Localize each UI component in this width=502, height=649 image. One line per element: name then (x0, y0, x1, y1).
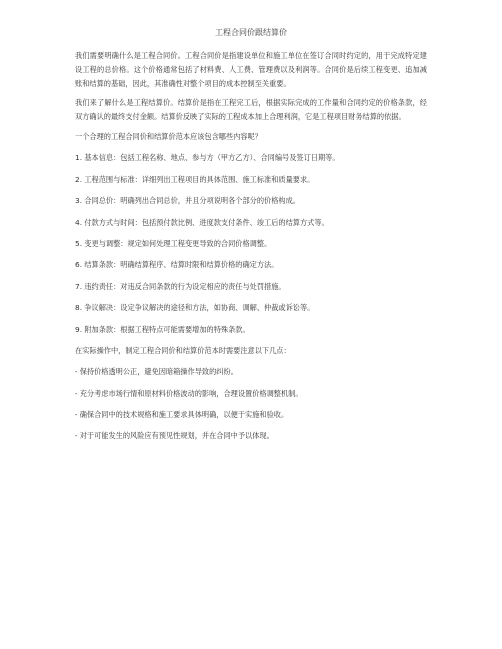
list-item (75, 258, 427, 272)
list-item-text: 合同总价：明确列出合同总价，并且分项说明各个部分的价格构成。 (84, 196, 300, 206)
list-item (75, 216, 427, 230)
list-item-number: 3. (75, 196, 83, 206)
list-item (75, 194, 427, 208)
list-item-text: 变更与调整：规定如何处理工程变更导致的合同价格调整。 (84, 238, 272, 248)
paragraph-settlement-price: 我们来了解什么是工程结算价。结算价是指在工程完工后，根据实际完成的工作量和合同约定的价格条款，经双方确认的最终支付金额。结算价反映了实际的工程成本加上合理利润，它是工程项目财务结算的依据。 (75, 98, 427, 122)
note-item: - 保持价格透明公正，避免因暗箱操作导致的纠纷。 (75, 367, 238, 377)
list-item-text: 付款方式与时间：包括预付款比例、进度款支付条件、竣工后的结算方式等。 (84, 217, 329, 227)
note-item: - 对于可能发生的风险应有预见性规划，并在合同中予以体现。 (75, 431, 274, 441)
list-item-text: 基本信息：包括工程名称、地点、参与方（甲方乙方）、合同编号及签订日期等。 (84, 153, 340, 163)
paragraph-contract-price: 我们需要明确什么是工程合同价。工程合同价是指建设单位和施工单位在签订合同时约定的，用于完成特定建设工程的总价格。这个价格通常包括了材料费、人工费、管理费以及利润等。合同价是后续工程变更、追加减账和结算的基础，因此，其准确性对整个项目的成本控制至关重要。 (75, 51, 427, 88)
list-item-number: 6. (75, 260, 83, 270)
list-item (75, 237, 427, 251)
notes-intro: 在实际操作中，制定工程合同价和结算价范本时需要注意以下几点： (75, 345, 291, 355)
list-item-text: 工程范围与标准：详细列出工程项目的具体范围、施工标准和质量要求。 (84, 174, 315, 184)
list-item (75, 173, 427, 187)
list-item-number: 8. (75, 303, 83, 313)
list-item (75, 301, 427, 315)
document-title: 工程合同价跟结算价 (215, 28, 287, 37)
list-item-text: 结算条款：明确结算程序、结算时限和结算价格的确定方法。 (84, 260, 279, 270)
list-item (75, 280, 427, 294)
list-item-text: 违约责任：对违反合同条款的行为设定相应的责任与处罚措施。 (84, 281, 286, 291)
note-item: - 确保合同中的技术规格和施工要求具体明确，以便于实施和验收。 (75, 410, 289, 420)
list-item-text: 争议解决：设定争议解决的途径和方法，如协商、调解、仲裁或诉讼等。 (84, 303, 315, 313)
list-intro: 一个合理的工程合同价和结算价范本应该包含哪些内容呢？ (75, 131, 262, 141)
list-item-number: 7. (75, 281, 83, 291)
list-item-number: 2. (75, 174, 83, 184)
document-page (75, 27, 427, 451)
list-item-number: 9. (75, 324, 83, 334)
list-item-number: 1. (75, 153, 83, 163)
list-item (75, 323, 427, 337)
list-item-number: 4. (75, 217, 83, 227)
list-item (75, 151, 427, 165)
list-item-text: 附加条款：根据工程特点可能需要增加的特殊条款。 (84, 324, 250, 334)
note-item: - 充分考虑市场行情和原材料价格波动的影响，合理设置价格调整机制。 (75, 388, 303, 398)
list-item-number: 5. (75, 238, 83, 248)
